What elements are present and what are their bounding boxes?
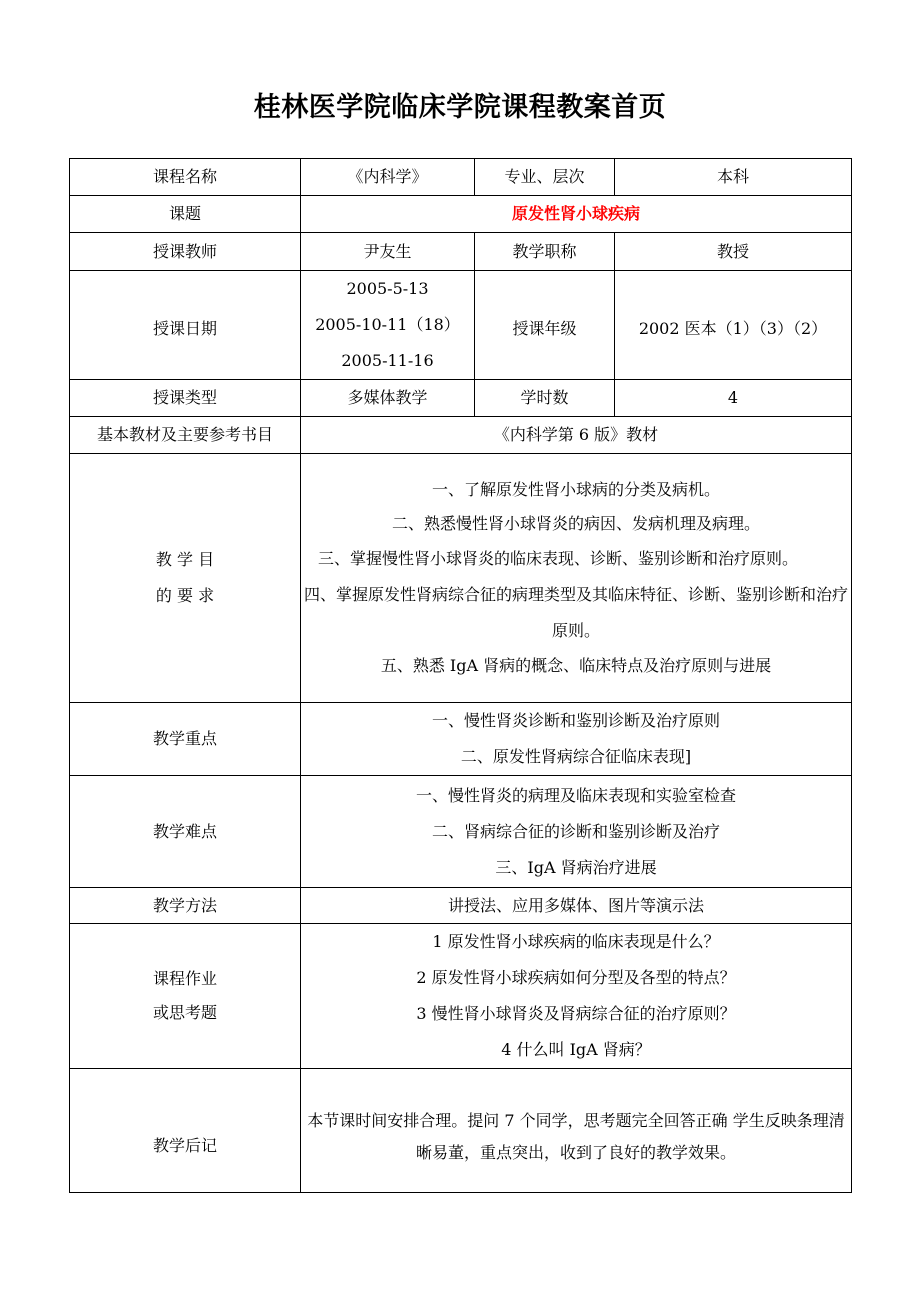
row-methods bbox=[70, 888, 852, 924]
grade-value: 2002 医本（1）（3）（2） bbox=[615, 271, 852, 380]
homework-label-line: 或思考题 bbox=[152, 1003, 217, 1022]
type-value: 多媒体教学 bbox=[301, 380, 475, 417]
row-difficulties bbox=[70, 776, 852, 888]
objective-item: 一、了解原发性肾小球病的分类及病机。 bbox=[431, 480, 720, 499]
postscript-label: 教学后记 bbox=[70, 1069, 301, 1193]
major-level-label: 专业、层次 bbox=[475, 159, 615, 196]
course-name-label: 课程名称 bbox=[70, 159, 301, 196]
homework-item: 1 原发性肾小球疾病的临床表现是什么？ bbox=[432, 932, 720, 951]
objectives-label-line: 的 要 求 bbox=[155, 586, 215, 605]
row-homework bbox=[70, 924, 852, 1069]
difficulties-label: 教学难点 bbox=[70, 776, 301, 888]
objective-item: 二、熟悉慢性肾小球肾炎的病因、发病机理及病理。 bbox=[391, 514, 760, 533]
teacher-label: 授课教师 bbox=[70, 233, 301, 271]
date-item: 2005-11-16 bbox=[341, 351, 434, 370]
hours-label: 学时数 bbox=[475, 380, 615, 417]
row-date bbox=[70, 271, 852, 380]
teacher-value: 尹友生 bbox=[301, 233, 475, 271]
objectives-label-line: 教 学 目 bbox=[155, 550, 215, 569]
objective-item: 三、掌握慢性肾小球肾炎的临床表现、诊断、鉴别诊断和治疗原则。 bbox=[317, 549, 798, 568]
date-item: 2005-5-13 bbox=[346, 279, 429, 298]
page-title: 桂林医学院临床学院课程教案首页 bbox=[253, 92, 667, 123]
homework-item: 2 原发性肾小球疾病如何分型及各型的特点？ bbox=[416, 968, 736, 987]
key-point-item: 二、原发性肾病综合征临床表现] bbox=[460, 747, 692, 766]
difficulty-item: 一、慢性肾炎的病理及临床表现和实验室检查 bbox=[415, 785, 736, 805]
homework-list bbox=[301, 924, 852, 1069]
key-points-label: 教学重点 bbox=[70, 703, 301, 776]
objective-item: 四、掌握原发性肾病综合征的病理类型及其临床特征、诊断、鉴别诊断和治疗原则。 bbox=[303, 585, 848, 640]
objectives-list bbox=[301, 454, 852, 703]
topic-value: 原发性肾小球疾病 bbox=[301, 196, 852, 233]
type-label: 授课类型 bbox=[70, 380, 301, 417]
difficulty-item: 三、IgA 肾病治疗进展 bbox=[495, 857, 657, 877]
homework-label-line: 课程作业 bbox=[152, 969, 217, 988]
grade-label: 授课年级 bbox=[475, 271, 615, 380]
date-label: 授课日期 bbox=[70, 271, 301, 380]
row-course-name bbox=[70, 159, 852, 196]
homework-item: 4 什么叫 IgA 肾病？ bbox=[501, 1040, 651, 1059]
key-points-list bbox=[301, 703, 852, 776]
row-key-points bbox=[70, 703, 852, 776]
textbook-value: 《内科学第 6 版》教材 bbox=[301, 417, 852, 454]
methods-value: 讲授法、应用多媒体、图片等演示法 bbox=[301, 888, 852, 924]
topic-label: 课题 bbox=[70, 196, 301, 233]
textbook-label: 基本教材及主要参考书目 bbox=[70, 417, 301, 454]
major-level-value: 本科 bbox=[615, 159, 852, 196]
course-name-value: 《内科学》 bbox=[301, 159, 475, 196]
methods-label: 教学方法 bbox=[70, 888, 301, 924]
objectives-label bbox=[70, 454, 301, 703]
row-objectives bbox=[70, 454, 852, 703]
academic-title-label: 教学职称 bbox=[475, 233, 615, 271]
homework-item: 3 慢性肾小球肾炎及肾病综合征的治疗原则？ bbox=[416, 1004, 736, 1023]
row-topic bbox=[70, 196, 852, 233]
academic-title-value: 教授 bbox=[615, 233, 852, 271]
row-type bbox=[70, 380, 852, 417]
row-teacher bbox=[70, 233, 852, 271]
key-point-item: 一、慢性肾炎诊断和鉴别诊断及治疗原则 bbox=[431, 711, 720, 730]
date-values bbox=[301, 271, 475, 380]
difficulties-list bbox=[301, 776, 852, 888]
row-postscript bbox=[70, 1069, 852, 1193]
date-item: 2005-10-11（18） bbox=[315, 315, 460, 334]
lesson-plan-table bbox=[69, 158, 852, 1193]
objective-item: 五、熟悉 IgA 肾病的概念、临床特点及治疗原则与进展 bbox=[380, 656, 772, 675]
hours-value: 4 bbox=[615, 380, 852, 417]
row-textbook bbox=[70, 417, 852, 454]
postscript-text: 本节课时间安排合理。提问 7 个同学，思考题完全回答正确 学生反映条理清晰易董，重点突出，收到了良好的教学效果。 bbox=[301, 1069, 852, 1193]
difficulty-item: 二、肾病综合征的诊断和鉴别诊断及治疗 bbox=[431, 821, 720, 841]
homework-label bbox=[70, 924, 301, 1069]
